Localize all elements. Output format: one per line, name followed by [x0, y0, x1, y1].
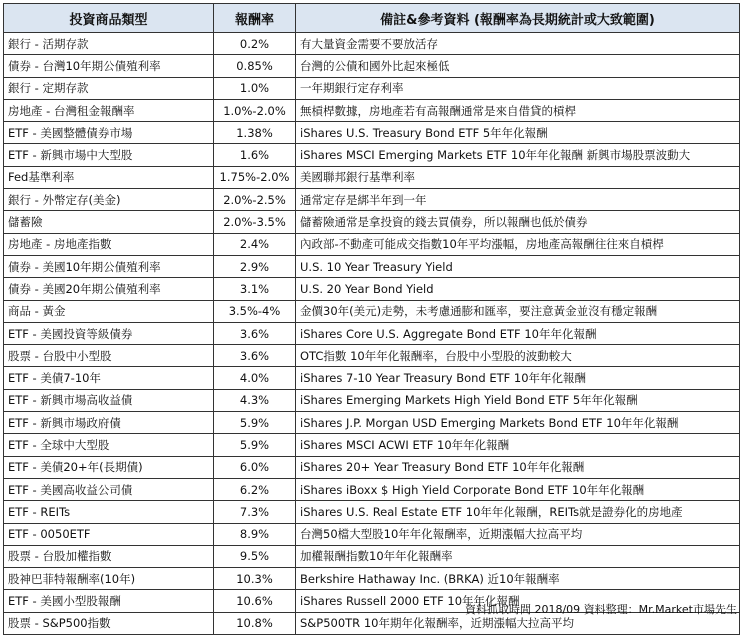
cell-item: 銀行 - 活期存款 — [4, 33, 214, 55]
cell-item: 股票 - 台股中小型股 — [4, 345, 214, 367]
cell-note: iShares 20+ Year Treasury Bond ETF 10年年化報酬 — [296, 456, 740, 478]
table-row — [4, 77, 740, 99]
table-row — [4, 278, 740, 300]
cell-item: 房地產 - 台灣租金報酬率 — [4, 99, 214, 121]
table-row — [4, 523, 740, 545]
cell-rate: 4.3% — [214, 389, 296, 411]
table-row — [4, 166, 740, 188]
cell-item: 債券 - 美國20年期公債殖利率 — [4, 278, 214, 300]
cell-rate: 7.3% — [214, 501, 296, 523]
cell-note: 美國聯邦銀行基準利率 — [296, 166, 740, 188]
cell-item: ETF - 新興市場中大型股 — [4, 144, 214, 166]
cell-item: 房地產 - 房地產指數 — [4, 233, 214, 255]
table-row — [4, 367, 740, 389]
cell-item: ETF - 全球中大型股 — [4, 434, 214, 456]
cell-item: ETF - 美國投資等級債券 — [4, 322, 214, 344]
cell-rate: 5.9% — [214, 434, 296, 456]
cell-rate: 3.1% — [214, 278, 296, 300]
cell-item: ETF - 美國小型股報酬 — [4, 590, 214, 612]
cell-note: iShares Emerging Markets High Yield Bond ETF 5年年化報酬 — [296, 389, 740, 411]
cell-note: 一年期銀行定存利率 — [296, 77, 740, 99]
cell-note: 台灣的公債和國外比起來極低 — [296, 55, 740, 77]
cell-note: 內政部-不動產可能成交指數10年平均漲幅，房地產高報酬往往來自槓桿 — [296, 233, 740, 255]
cell-item: ETF - 美國高收益公司債 — [4, 478, 214, 500]
cell-note: 金價30年(美元)走勢，未考慮通膨和匯率，要注意黃金並沒有穩定報酬 — [296, 300, 740, 322]
cell-item: ETF - 新興市場高收益債 — [4, 389, 214, 411]
cell-rate: 1.0% — [214, 77, 296, 99]
cell-rate: 4.0% — [214, 367, 296, 389]
cell-note: Berkshire Hathaway Inc. (BRKA) 近10年報酬率 — [296, 568, 740, 590]
cell-item: ETF - REITs — [4, 501, 214, 523]
cell-note: U.S. 20 Year Bond Yield — [296, 278, 740, 300]
cell-rate: 10.8% — [214, 612, 296, 634]
table-row — [4, 545, 740, 567]
table-row — [4, 33, 740, 55]
table-row — [4, 568, 740, 590]
cell-item: 股票 - S&P500指數 — [4, 612, 214, 634]
table-row — [4, 300, 740, 322]
cell-rate: 3.6% — [214, 322, 296, 344]
cell-item: 股神巴菲特報酬率(10年) — [4, 568, 214, 590]
table-row — [4, 478, 740, 500]
cell-item: ETF - 美債7-10年 — [4, 367, 214, 389]
table-row — [4, 456, 740, 478]
cell-item: ETF - 美國整體債券市場 — [4, 122, 214, 144]
cell-rate: 1.6% — [214, 144, 296, 166]
cell-rate: 0.85% — [214, 55, 296, 77]
cell-rate: 8.9% — [214, 523, 296, 545]
table-row — [4, 99, 740, 121]
table-row — [4, 389, 740, 411]
cell-item: 銀行 - 外幣定存(美金) — [4, 189, 214, 211]
cell-item: ETF - 0050ETF — [4, 523, 214, 545]
table-row — [4, 211, 740, 233]
cell-rate: 1.38% — [214, 122, 296, 144]
header-return-rate: 報酬率 — [214, 4, 296, 33]
cell-rate: 0.2% — [214, 33, 296, 55]
cell-item: ETF - 新興市場政府債 — [4, 412, 214, 434]
cell-note: U.S. 10 Year Treasury Yield — [296, 255, 740, 277]
header-notes: 備註&參考資料 (報酬率為長期統計或大致範圍) — [296, 4, 740, 33]
cell-rate: 10.3% — [214, 568, 296, 590]
cell-note: iShares Russell 2000 ETF 10年年化報酬 — [296, 590, 740, 612]
cell-rate: 6.0% — [214, 456, 296, 478]
cell-item: 債券 - 台灣10年期公債殖利率 — [4, 55, 214, 77]
cell-note: 加權報酬指數10年年化報酬率 — [296, 545, 740, 567]
table-header-row — [4, 4, 740, 33]
cell-note: iShares MSCI ACWI ETF 10年年化報酬 — [296, 434, 740, 456]
table-row — [4, 501, 740, 523]
cell-item: 股票 - 台股加權指數 — [4, 545, 214, 567]
table-row — [4, 412, 740, 434]
cell-rate: 1.75%-2.0% — [214, 166, 296, 188]
cell-rate: 1.0%-2.0% — [214, 99, 296, 121]
returns-table — [3, 3, 740, 635]
table-row — [4, 233, 740, 255]
cell-note: 有大量資金需要不要放活存 — [296, 33, 740, 55]
cell-note: S&P500TR 10年期年化報酬率，近期漲幅大拉高平均 — [296, 612, 740, 634]
table-row — [4, 345, 740, 367]
table-row — [4, 144, 740, 166]
cell-item: 商品 - 黃金 — [4, 300, 214, 322]
header-item-type: 投資商品類型 — [4, 4, 214, 33]
cell-note: iShares 7-10 Year Treasury Bond ETF 10年年化報酬 — [296, 367, 740, 389]
cell-note: iShares U.S. Treasury Bond ETF 5年年化報酬 — [296, 122, 740, 144]
cell-item: Fed基準利率 — [4, 166, 214, 188]
cell-rate: 2.0%-2.5% — [214, 189, 296, 211]
cell-rate: 6.2% — [214, 478, 296, 500]
cell-note: iShares J.P. Morgan USD Emerging Markets Bond ETF 10年年化報酬 — [296, 412, 740, 434]
cell-rate: 2.0%-3.5% — [214, 211, 296, 233]
cell-rate: 10.6% — [214, 590, 296, 612]
table-row — [4, 55, 740, 77]
table-row — [4, 322, 740, 344]
table-row — [4, 189, 740, 211]
cell-rate: 5.9% — [214, 412, 296, 434]
cell-rate: 2.9% — [214, 255, 296, 277]
cell-rate: 3.5%-4% — [214, 300, 296, 322]
cell-note: iShares MSCI Emerging Markets ETF 10年年化報酬 新興市場股票波動大 — [296, 144, 740, 166]
cell-item: 債券 - 美國10年期公債殖利率 — [4, 255, 214, 277]
table-row — [4, 434, 740, 456]
table-body — [4, 33, 740, 635]
cell-item: ETF - 美債20+年(長期債) — [4, 456, 214, 478]
table-row — [4, 122, 740, 144]
table-row — [4, 255, 740, 277]
cell-note: iShares U.S. Real Estate ETF 10年年化報酬，REITs就是證券化的房地產 — [296, 501, 740, 523]
cell-note: 儲蓄險通常是拿投資的錢去買債券，所以報酬也低於債券 — [296, 211, 740, 233]
cell-note: 無槓桿數據，房地產若有高報酬通常是來自借貸的槓桿 — [296, 99, 740, 121]
cell-note: iShares iBoxx $ High Yield Corporate Bond ETF 10年年化報酬 — [296, 478, 740, 500]
cell-note: 台灣50檔大型股10年年化報酬率，近期漲幅大拉高平均 — [296, 523, 740, 545]
cell-note: 通常定存是綁半年到一年 — [296, 189, 740, 211]
cell-rate: 2.4% — [214, 233, 296, 255]
cell-item: 儲蓄險 — [4, 211, 214, 233]
source-footer: 資料抓取時間 2018/09 資料整理：Mr.Market市場先生 — [464, 603, 737, 616]
cell-rate: 3.6% — [214, 345, 296, 367]
cell-rate: 9.5% — [214, 545, 296, 567]
cell-note: OTC指數 10年年化報酬率，台股中小型股的波動較大 — [296, 345, 740, 367]
cell-item: 銀行 - 定期存款 — [4, 77, 214, 99]
cell-note: iShares Core U.S. Aggregate Bond ETF 10年年化報酬 — [296, 322, 740, 344]
